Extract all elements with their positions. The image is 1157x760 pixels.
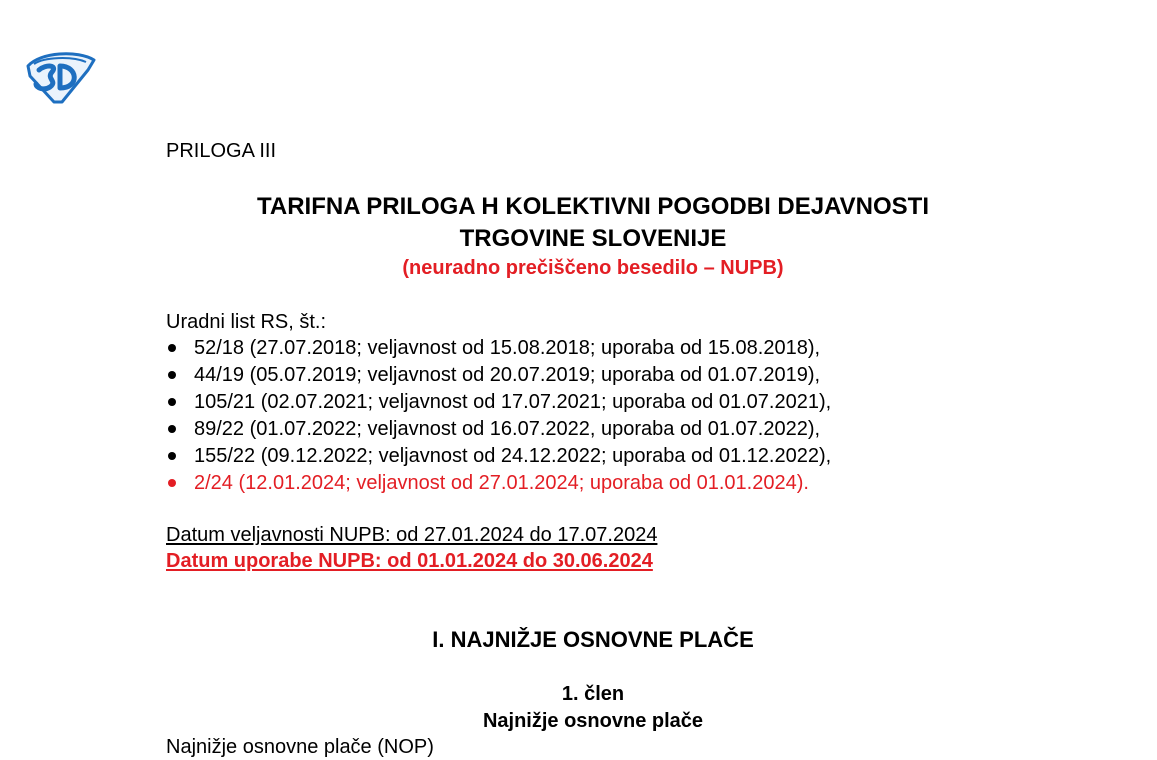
- annex-label: PRILOGA III: [166, 140, 277, 162]
- bullet-icon: [168, 371, 176, 379]
- gazette-entry-text: 44/19 (05.07.2019; veljavnost od 20.07.2019; uporaba od 01.07.2019),: [194, 364, 821, 386]
- article-title: Najnižje osnovne plače: [482, 710, 704, 732]
- document-title-line-2: TRGOVINE SLOVENIJE: [459, 225, 727, 252]
- gazette-list: [166, 335, 831, 497]
- article-number: 1. člen: [561, 683, 625, 705]
- bullet-icon: [168, 344, 176, 352]
- gazette-entry-text: 2/24 (12.01.2024; veljavnost od 27.01.2024; uporaba od 01.01.2024).: [194, 472, 809, 494]
- document-title-line-1: TARIFNA PRILOGA H KOLEKTIVNI POGODBI DEJAVNOSTI: [256, 193, 930, 220]
- bullet-icon: [168, 452, 176, 460]
- gazette-entry-latest: [166, 470, 831, 497]
- official-gazette-label: Uradni list RS, št.:: [166, 311, 327, 333]
- section-heading: I. NAJNIŽJE OSNOVNE PLAČE: [432, 627, 754, 652]
- sd-shield-logo-icon: [22, 48, 96, 104]
- bullet-icon: [168, 398, 176, 406]
- clipped-paragraph: Najnižje osnovne plače (NOP): [166, 736, 434, 758]
- gazette-entry: [166, 335, 831, 362]
- gazette-entry-text: 89/22 (01.07.2022; veljavnost od 16.07.2022, uporaba od 01.07.2022),: [194, 418, 821, 440]
- gazette-entry: [166, 389, 831, 416]
- bullet-icon: [168, 425, 176, 433]
- bullet-icon: [168, 479, 176, 487]
- gazette-entry: [166, 362, 831, 389]
- gazette-entry-text: 52/18 (27.07.2018; veljavnost od 15.08.2018; uporaba od 15.08.2018),: [194, 337, 821, 359]
- gazette-entry-text: 155/22 (09.12.2022; veljavnost od 24.12.2022; uporaba od 01.12.2022),: [194, 445, 832, 467]
- gazette-entry: [166, 416, 831, 443]
- application-date: Datum uporabe NUPB: od 01.01.2024 do 30.06.2024: [166, 550, 653, 572]
- gazette-entry: [166, 443, 831, 470]
- validity-date: Datum veljavnosti NUPB: od 27.01.2024 do 17.07.2024: [166, 524, 658, 546]
- gazette-entry-text: 105/21 (02.07.2021; veljavnost od 17.07.2021; uporaba od 01.07.2021),: [194, 391, 832, 413]
- document-subtitle: (neuradno prečiščeno besedilo – NUPB): [402, 257, 784, 279]
